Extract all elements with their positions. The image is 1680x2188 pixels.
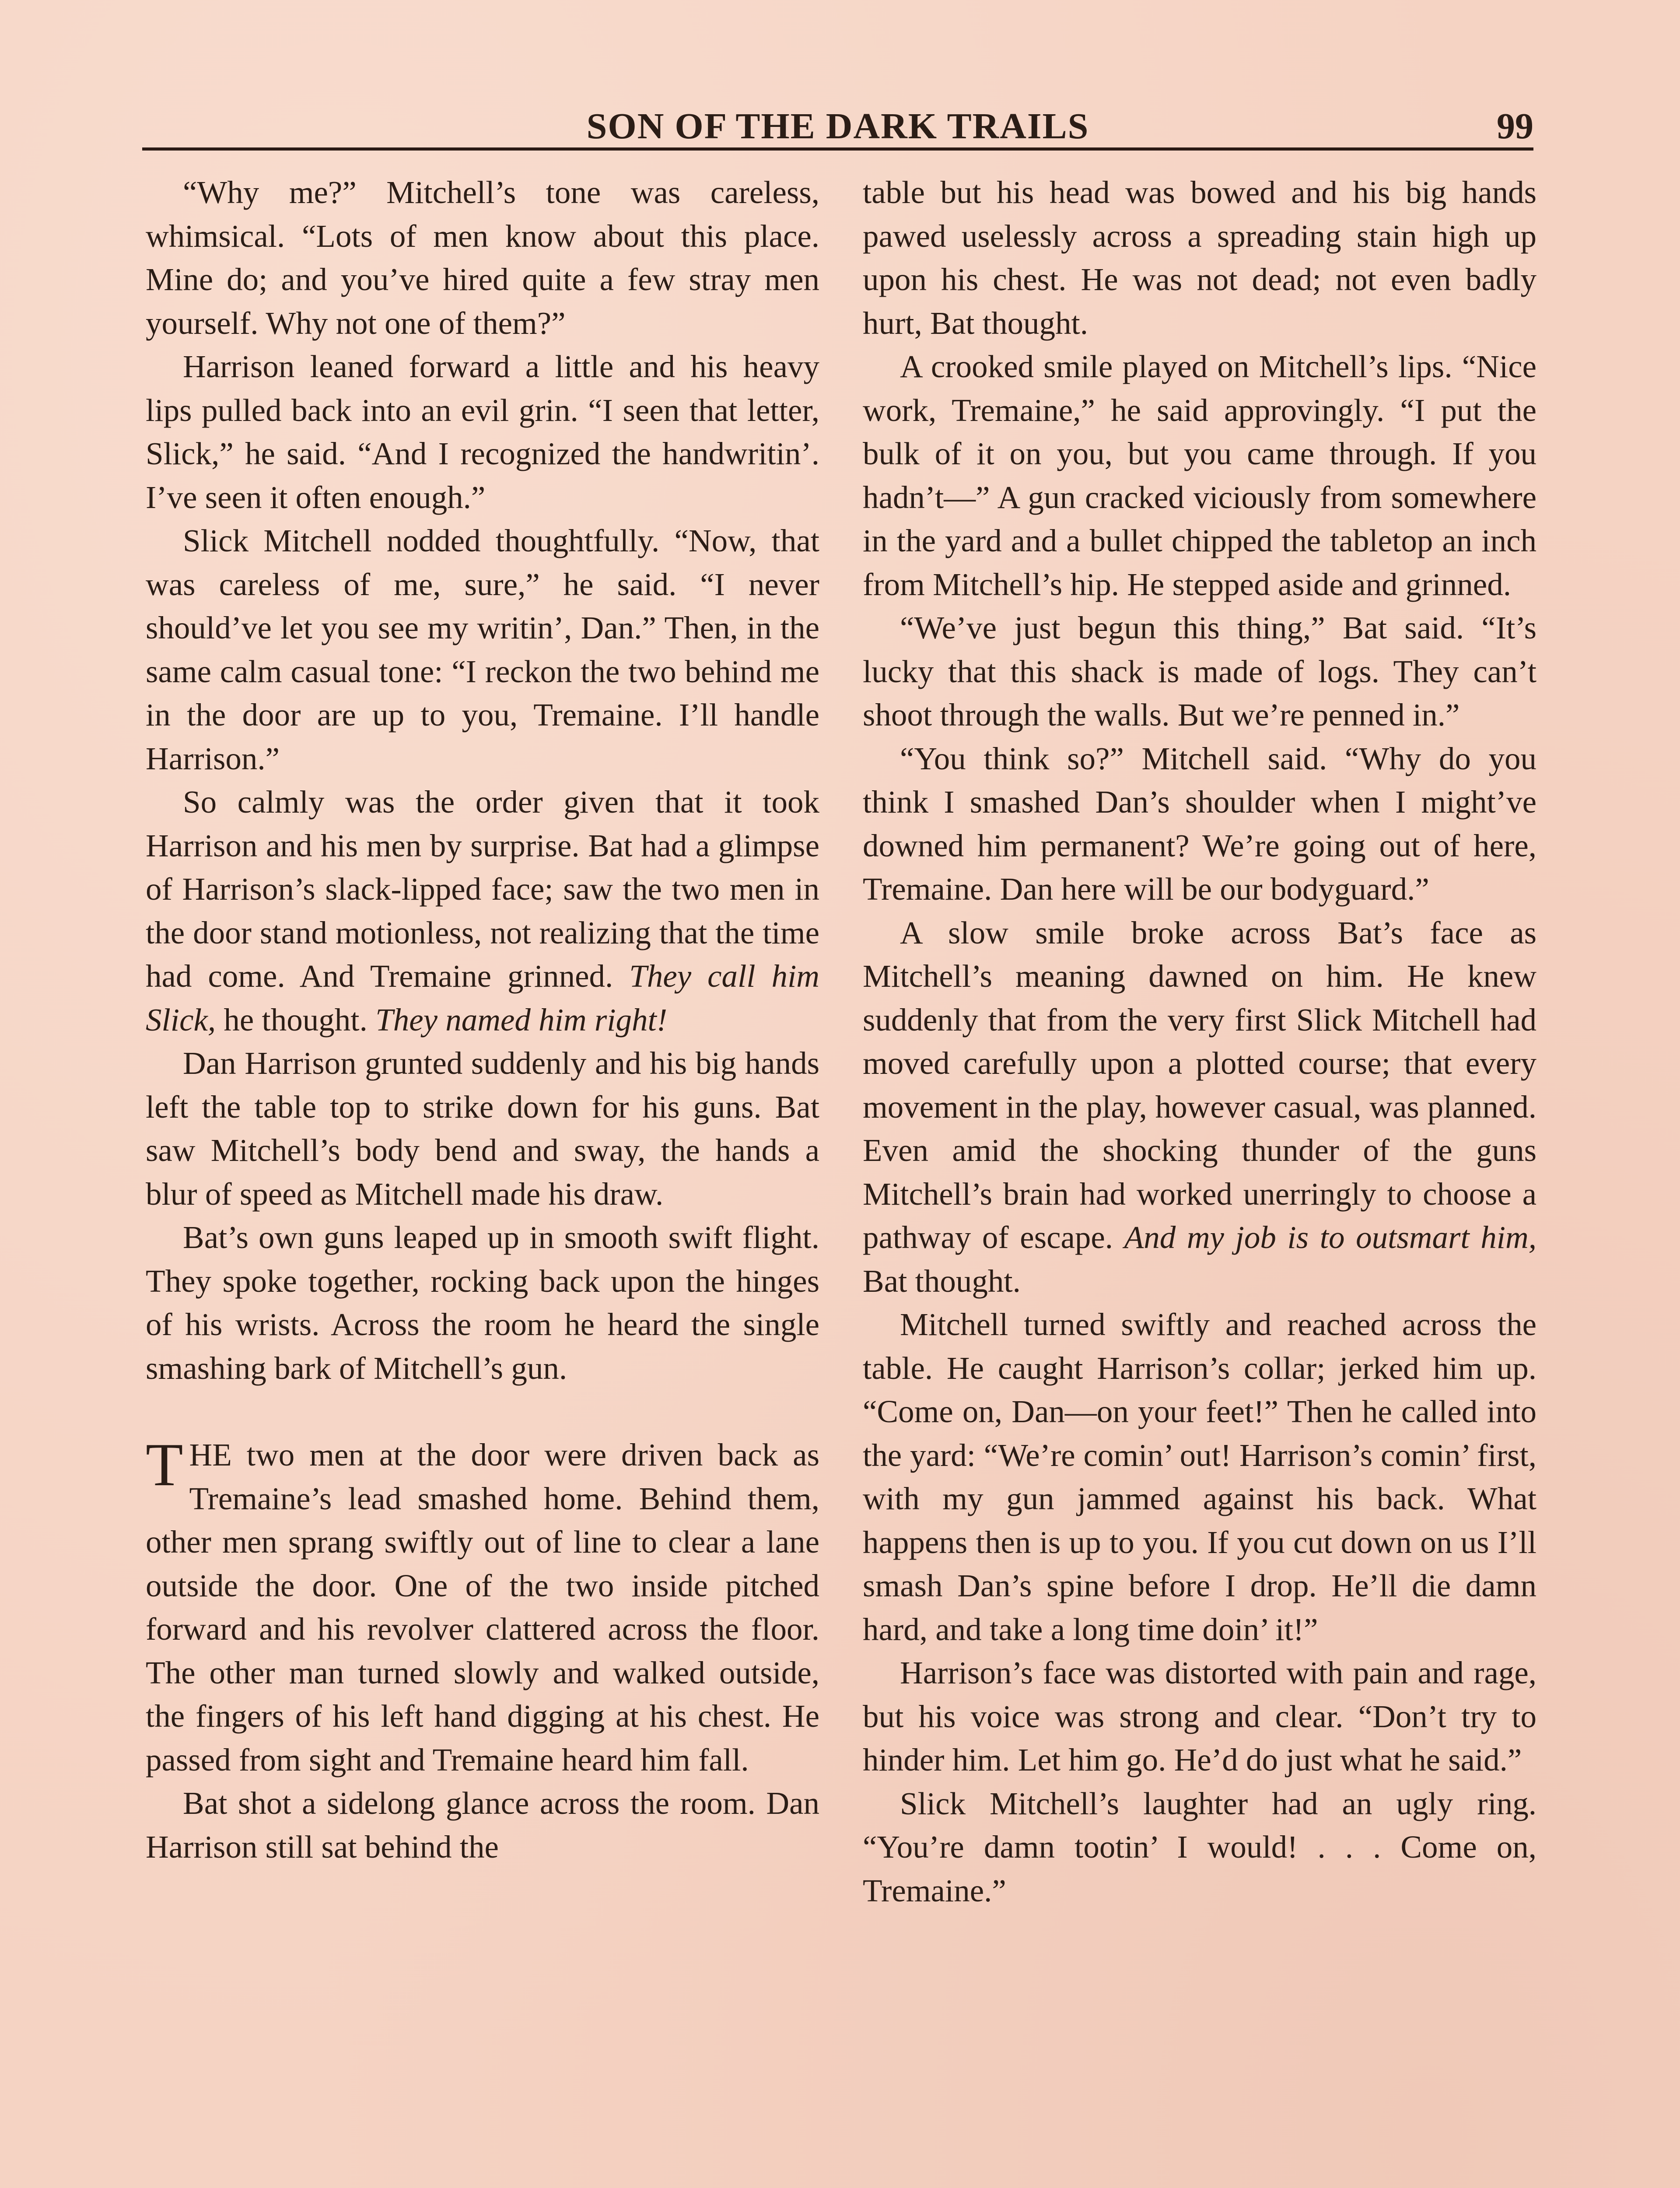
italic-text: They named him right! <box>375 1002 668 1038</box>
paragraph-text: So calmly was the order given that it took Harrison and his men by surprise. Bat had a glimpse of Harrison’s slack-lipped face; saw the two men in the door stand motionless, not realizing that the time had come. And Tremaine grinned. <box>146 784 819 994</box>
paragraph: Mitchell turned swiftly and reached across the table. He caught Harrison’s collar; jerked him up. “Come on, Dan—on your feet!” Then he called into the yard: “We’re comin’ out! Harrison’s comin’ first, with my gun jammed against his back. What happens then is up to you. If you cut down on us I’ll smash Dan’s spine before I drop. He’ll die damn hard, and take a long time doin’ it!” <box>863 1307 1536 1647</box>
paragraph-continued: table but his head was bowed and his big hands pawed uselessly across a spreading stain high up upon his chest. He was not dead; not even badly hurt, Bat thought. <box>863 175 1536 341</box>
running-header <box>142 102 1533 151</box>
paragraph: “Why me?” Mitchell’s tone was careless, whimsical. “Lots of men know about this place. Mine do; and you’ve hired quite a few stray men yourself. Why not one of them?” <box>146 175 819 341</box>
section-start-paragraph <box>146 1433 819 1781</box>
paragraph: Bat’s own guns leaped up in smooth swift flight. They spoke together, rocking back upon the hinges of his wrists. Across the room he heard the single smashing bark of Mitchell’s gun. <box>146 1220 819 1386</box>
paragraph: Slick Mitchell nodded thoughtfully. “Now, that was careless of me, sure,” he said. “I never should’ve let you see my writin’, Dan.” Then, in the same calm casual tone: “I reckon the two behind me in the door are up to you, Tremaine. I’ll handle Harrison.” <box>146 523 819 776</box>
paragraph: Dan Harrison grunted suddenly and his big hands left the table top to strike down for his guns. Bat saw Mitchell’s body bend and sway, the hands a blur of speed as Mitchell made his draw. <box>146 1045 819 1212</box>
italic-text: They call him Slick, <box>146 958 819 1038</box>
paragraph: Bat shot a sidelong glance across the room. Dan Harrison still sat behind the <box>146 1785 819 1865</box>
right-column <box>863 171 1536 1912</box>
paragraph: A crooked smile played on Mitchell’s lips. “Nice work, Tremaine,” he said approvingly. “I put the bulk of it on you, but you came through. If you hadn’t—” A gun cracked viciously from somewhere in the yard and a bullet chipped the tabletop an inch from Mitchell’s hip. He stepped aside and grinned. <box>863 349 1536 602</box>
left-column <box>146 171 819 1869</box>
paragraph: Slick Mitchell’s laughter had an ugly ring. “You’re damn tootin’ I would! . . . Come on, Tremaine.” <box>863 1785 1536 1908</box>
paragraph <box>146 780 819 1041</box>
page-number: 99 <box>1497 106 1533 147</box>
paragraph: Harrison’s face was distorted with pain and rage, but his voice was strong and clear. “Don’t try to hinder him. Let him go. He’d do just what he said.” <box>863 1655 1536 1778</box>
paragraph: “You think so?” Mitchell said. “Why do you think I smashed Dan’s shoulder when I might’ve downed him permanent? We’re going out of here, Tremaine. Dan here will be our bodyguard.” <box>863 740 1536 907</box>
paragraph-text: Bat thought. <box>863 1263 1021 1299</box>
paragraph-text: A slow smile broke across Bat’s face as Mitchell’s meaning dawned on him. He knew suddenly that from the very first Slick Mitchell had moved carefully upon a plotted course; that every movement in the play, however casual, was planned. Even amid the shocking thunder of the guns Mitchell’s brain had worked unerringly to choose a pathway of escape. <box>863 915 1536 1255</box>
paragraph <box>863 911 1536 1303</box>
paragraph: “We’ve just begun this thing,” Bat said. “It’s lucky that this shack is made of logs. They can’t shoot through the walls. But we’re penned in.” <box>863 610 1536 733</box>
paragraph: Harrison leaned forward a little and his heavy lips pulled back into an evil grin. “I seen that letter, Slick,” he said. “And I recognized the handwritin’. I’ve seen it often enough.” <box>146 349 819 515</box>
story-title: SON OF THE DARK TRAILS <box>586 106 1089 147</box>
italic-text: And my job is to outsmart him, <box>1124 1220 1537 1255</box>
paragraph-text: HE two men at the door were driven back as Tremaine’s lead smashed home. Behind them, other men sprang swiftly out of line to clear a lane outside the door. One of the two inside pitched forward and his revolver clattered across the floor. The other man turned slowly and walked outside, the fingers of his left hand digging at his chest. He passed from sight and Tremaine heard him fall. <box>146 1437 819 1778</box>
drop-cap: T <box>146 1431 183 1499</box>
paragraph-text: he thought. <box>224 1002 368 1038</box>
